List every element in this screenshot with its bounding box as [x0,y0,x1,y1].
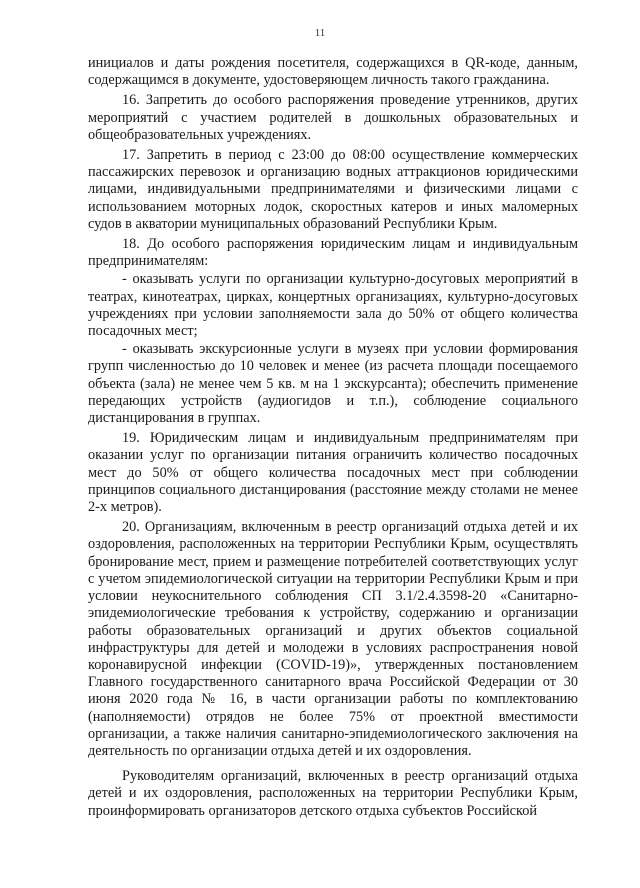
paragraph-18-item-2: - оказывать экскурсионные услуги в музеях при условии формирования групп численностью до 10 человек и менее (из расчета площади посещаемого объекта (зала) не менее чем 5 кв. м на 1 экскурсанта); обеспечить применение передающих устройств (аудиогидов и т.п.), соблюдение социального дистанцирования в группах. [88,341,578,427]
paragraph-20-continuation: Руководителям организаций, включенных в реестр организаций отдыха детей и их оздоровления, расположенных на территории Республики Крым, проинформировать организаторов детского отдыха субъектов Российской [88,768,578,819]
paragraph-18-item-1: - оказывать услуги по организации культурно-досуговых мероприятий в театрах, кинотеатрах, цирках, концертных организациях, культурно-досуговых учреждениях при условии заполняемости зала до 50% от общего количества посадочных мест; [88,271,578,340]
document-body [88,55,578,821]
paragraph-17: 17. Запретить в период с 23:00 до 08:00 осуществление коммерческих пассажирских перевозок и организацию водных аттракционов юридическими лицами, индивидуальными предпринимателями и физическими лицами с использованием моторных лодок, скоростных катеров и иных маломерных судов в акватории муниципальных образований Республики Крым. [88,147,578,232]
paragraph-19: 19. Юридическим лицам и индивидуальным предпринимателям при оказании услуг по организации питания ограничить количество посадочных мест до 50% от общего количества посадочных мест при соблюдении принципов социального дистанцирования (расстояние между столами не менее 2-х метров). [88,430,578,516]
page-number: 11 [314,27,326,39]
paragraph-continuation: инициалов и даты рождения посетителя, содержащихся в QR-коде, данным, содержащимся в документе, удостоверяющем личность такого гражданина. [88,55,578,89]
paragraph-20: 20. Организациям, включенным в реестр организаций отдыха детей и их оздоровления, расположенных на территории Республики Крым, осуществлять бронирование мест, прием и размещение потребителей соответствующих услуг с учетом эпидемиологической ситуации на территории Республики Крым и при условии неукоснительного соблюдения СП 3.1/2.4.3598-20 «Санитарно-эпидемиологические требования к устройству, содержанию и организации работы образовательных организаций и других объектов социальной инфраструктуры для детей и молодежи в условиях распространения новой коронавирусной инфекции (COVID-19)», утвержденных постановлением Главного государственного санитарного врача Российской Федерации от 30 июня 2020 года № 16, в части организации работы по комплектованию (наполняемости) отрядов не более 75% от проектной вместимости организации, а также наличия санитарно-эпидемиологического заключения на деятельность по организации отдыха детей и их оздоровления. [88,519,578,759]
paragraph-16: 16. Запретить до особого распоряжения проведение утренников, других мероприятий с участием родителей в дошкольных образовательных и общеобразовательных учреждениях. [88,92,578,143]
paragraph-18: 18. До особого распоряжения юридическим лицам и индивидуальным предпринимателям: [88,236,578,270]
